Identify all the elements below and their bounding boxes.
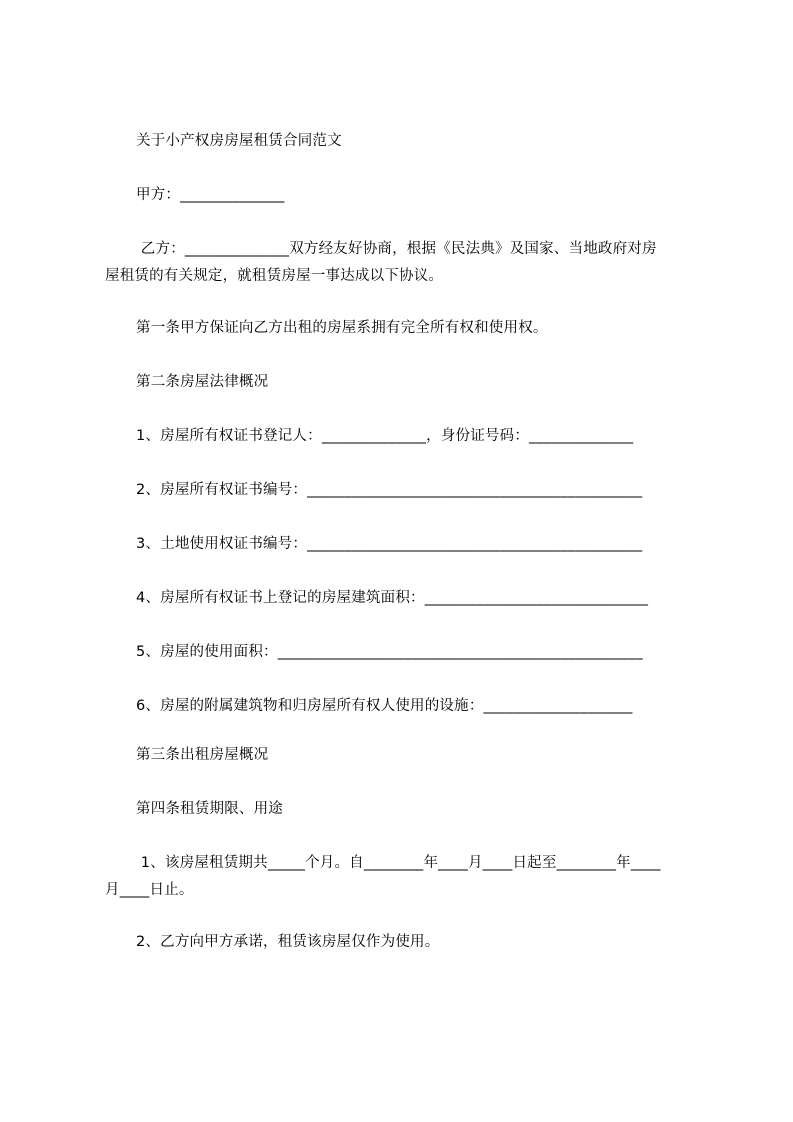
article-2-heading: 第二条房屋法律概况 [136,374,269,390]
article-4-item-1-line-2: 月____日止。 [105,882,194,898]
party-a-line: 甲方：______________ [136,187,285,203]
party-b-line-2: 屋租赁的有关规定，就租赁房屋一事达成以下协议。 [105,268,444,284]
article-3-heading: 第三条出租房屋概况 [136,747,269,763]
article-2-item-1: 1、房屋所有权证书登记人：______________，身份证号码：______________ [136,428,634,444]
document-title: 关于小产权房房屋租赁合同范文 [136,133,342,149]
article-1: 第一条甲方保证向乙方出租的房屋系拥有完全所有权和使用权。 [136,320,548,336]
article-2-item-3: 3、土地使用权证书编号：_____________________________________________ [136,536,643,552]
article-2-item-4: 4、房屋所有权证书上登记的房屋建筑面积：______________________________ [136,590,649,606]
article-4-item-1-line-1: 1、该房屋租赁期共_____个月。自________年____月____日起至________年____ [136,855,661,871]
article-4-item-2: 2、乙方向甲方承诺，租赁该房屋仅作为使用。 [136,934,440,950]
article-2-item-5: 5、房屋的使用面积：_________________________________________________ [136,644,643,660]
article-2-item-6: 6、房屋的附属建筑物和归房屋所有权人使用的设施：____________________ [136,698,633,714]
party-b-line-1: 乙方：______________双方经友好协商，根据《民法典》及国家、当地政府对房 [136,241,657,257]
article-4-heading: 第四条租赁期限、用途 [136,801,283,817]
article-2-item-2: 2、房屋所有权证书编号：_____________________________________________ [136,482,643,498]
